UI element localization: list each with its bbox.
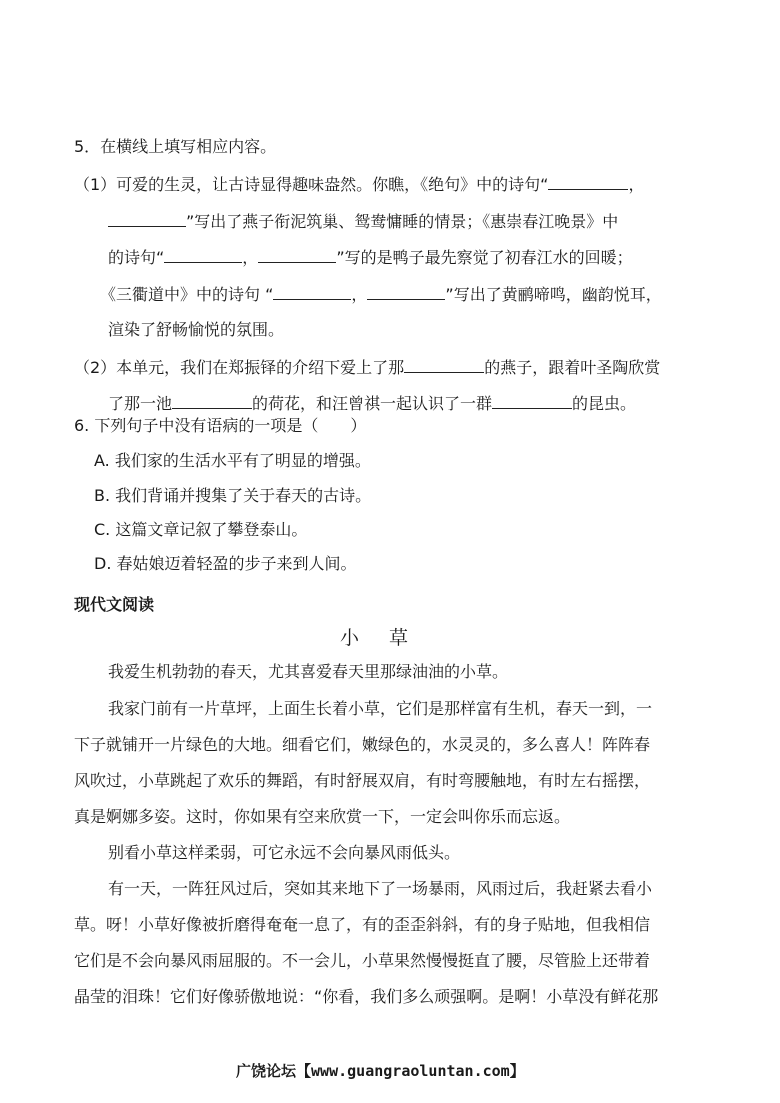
q5-text: ”写出了黄鹂啼鸣，幽韵悦耳， bbox=[445, 285, 662, 304]
passage-line: 有一天，一阵狂风过后，突如其来地下了一场暴雨，风雨过后，我赶紧去看小 bbox=[108, 879, 653, 898]
passage-line: 草。呀！小草好像被折磨得奄奄一息了，有的歪歪斜斜，有的身子贴地，但我相信 bbox=[74, 915, 651, 934]
answer-blank[interactable] bbox=[108, 210, 186, 227]
footer-name: 广饶论坛 bbox=[236, 1062, 297, 1080]
q5-text: 的燕子，跟着叶圣陶欣赏 bbox=[484, 358, 661, 377]
footer-credit bbox=[236, 1060, 525, 1082]
q5-text: 了那一池 bbox=[108, 394, 173, 413]
q6-option-c[interactable]: C. 这篇文章记叙了攀登泰山。 bbox=[94, 520, 308, 539]
q5-heading: 5．在横线上填写相应内容。 bbox=[74, 137, 277, 156]
q6-option-a[interactable]: A. 我们家的生活水平有了明显的增强。 bbox=[94, 451, 371, 470]
passage-line: 别看小草这样柔弱，可它永远不会向暴风雨低头。 bbox=[108, 843, 461, 862]
passage-line: 我家门前有一片草坪，上面生长着小草，它们是那样富有生机，春天一到，一 bbox=[108, 699, 653, 718]
q5-text: ”写出了燕子衔泥筑巢、鸳鸯慵睡的情景；《惠崇春江晚景》中 bbox=[186, 212, 619, 231]
q5-text: ， bbox=[242, 248, 259, 267]
q5-p1-line2 bbox=[108, 210, 618, 233]
passage-line: 下子就铺开一片绿色的大地。细看它们，嫩绿色的，水灵灵的，多么喜人！阵阵春 bbox=[74, 735, 651, 754]
q6-question: 6. 下列句子中没有语病的一项是（ ） bbox=[74, 416, 367, 435]
passage-line: 我爱生机勃勃的春天，尤其喜爱春天里那绿油油的小草。 bbox=[108, 662, 509, 681]
q5-text: （1）可爱的生灵，让古诗显得趣味盎然。你瞧，《绝句》中的诗句“ bbox=[74, 175, 549, 194]
answer-blank[interactable] bbox=[492, 392, 572, 409]
answer-blank[interactable] bbox=[172, 392, 252, 409]
answer-blank[interactable] bbox=[548, 173, 628, 190]
q5-text: 的荷花，和汪曾祺一起认识了一群 bbox=[252, 394, 493, 413]
q5-text: ， bbox=[351, 285, 368, 304]
passage-line: 晶莹的泪珠！它们好像骄傲地说：“你看，我们多么顽强啊。是啊！小草没有鲜花那 bbox=[74, 987, 659, 1006]
footer-url[interactable]: 【www.guangraoluntan.com】 bbox=[296, 1062, 525, 1080]
passage-title: 小 草 bbox=[340, 627, 421, 649]
q5-text: ， bbox=[628, 175, 645, 194]
q6-option-d[interactable]: D. 春姑娘迈着轻盈的步子来到人间。 bbox=[94, 554, 357, 573]
section-heading: 现代文阅读 bbox=[74, 595, 155, 614]
passage-line: 它们是不会向暴风雨屈服的。不一会儿，小草果然慢慢挺直了腰，尽管脸上还带着 bbox=[74, 951, 651, 970]
q5-p2-line1 bbox=[74, 356, 660, 379]
answer-blank[interactable] bbox=[404, 356, 484, 373]
answer-blank[interactable] bbox=[164, 246, 242, 263]
q5-p1-line5: 渲染了舒畅愉悦的氛围。 bbox=[108, 320, 285, 339]
passage-line: 风吹过，小草跳起了欢乐的舞蹈，有时舒展双肩，有时弯腰触地，有时左右摇摆， bbox=[74, 771, 651, 790]
q5-p1-line3 bbox=[108, 246, 633, 269]
q5-text: 的诗句“ bbox=[108, 248, 165, 267]
answer-blank[interactable] bbox=[273, 283, 351, 300]
q5-p1-line1 bbox=[74, 173, 645, 196]
q6-option-b[interactable]: B. 我们背诵并搜集了关于春天的古诗。 bbox=[94, 486, 372, 505]
q5-text: 《三衢道中》中的诗句 “ bbox=[100, 285, 274, 304]
q5-text: ”写的是鸭子最先察觉了初春江水的回暖； bbox=[336, 248, 633, 267]
passage-line: 真是婀娜多姿。这时，你如果有空来欣赏一下，一定会叫你乐而忘返。 bbox=[74, 807, 571, 826]
answer-blank[interactable] bbox=[258, 246, 336, 263]
q5-text: 的昆虫。 bbox=[572, 394, 637, 413]
q5-p1-line4 bbox=[100, 283, 662, 306]
q5-text: （2）本单元，我们在郑振铎的介绍下爱上了那 bbox=[74, 358, 405, 377]
answer-blank[interactable] bbox=[367, 283, 445, 300]
q5-p2-line2 bbox=[108, 392, 636, 415]
